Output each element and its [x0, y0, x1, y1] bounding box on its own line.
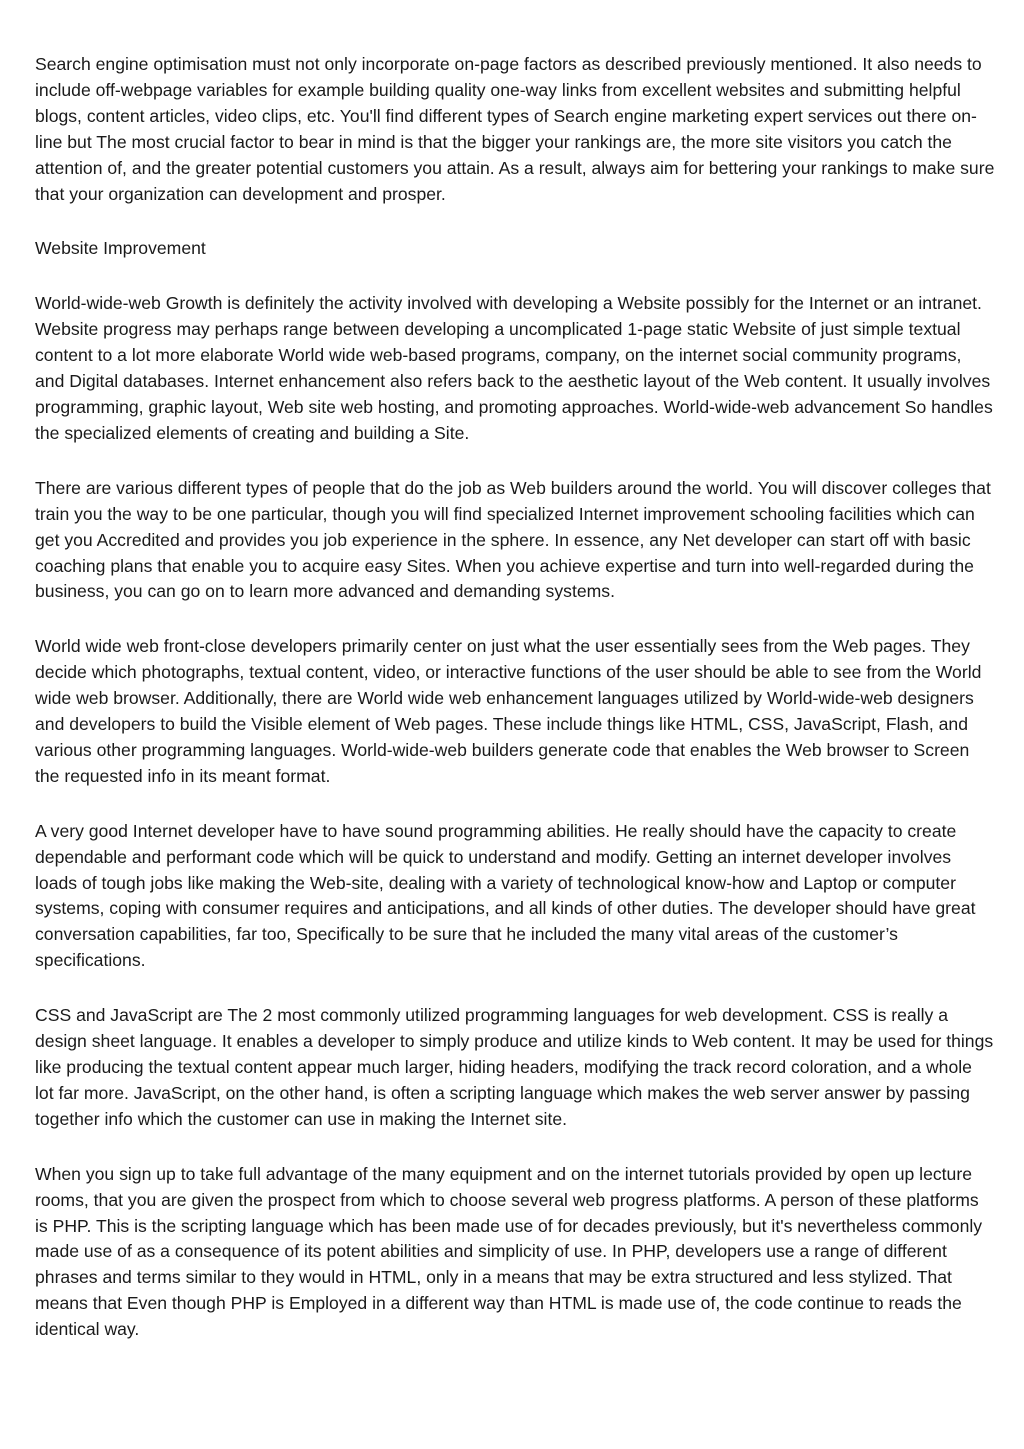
paragraph-web-growth: World-wide-web Growth is definitely the activity involved with developing a Website possibly for the Internet or an intranet. Website progress may perhaps range between developing a uncomplicated 1-page static Website of just simple textual content to a lot more elaborate World wide web-based programs, company, on the internet social community programs, and Digital databases. Internet enhancement also refers back to the aesthetic layout of the Web content. It usually involves programming, graphic layout, Web site web hosting, and promoting approaches. World-wide-web advancement So handles the specialized elements of creating and building a Site.	[35, 293, 993, 443]
paragraph-seo: Search engine optimisation must not only incorporate on-page factors as described previously mentioned. It also needs to include off-webpage variables for example building quality one-way links from excellent websites and submitting helpful blogs, content articles, video clips, etc. You'll find different types of Search engine marketing expert services out there on-line but The most crucial factor to bear in mind is that the bigger your rankings are, the more site visitors you catch the attention of, and the greater potential customers you attain. As a result, always aim for bettering your rankings to make sure that your organization can development and prosper.	[35, 54, 995, 204]
paragraph-css-javascript: CSS and JavaScript are The 2 most commonly utilized programming languages for web development. CSS is really a design sheet language. It enables a developer to simply produce and utilize kinds to Web content. It may be used for things like producing the textual content appear much larger, hiding headers, modifying the track record coloration, and a whole lot far more. JavaScript, on the other hand, is often a scripting language which makes the web server answer by passing together info which the customer can use in making the Internet site.	[35, 1005, 994, 1129]
document-body	[35, 52, 995, 1372]
paragraph-php: When you sign up to take full advantage of the many equipment and on the internet tutorials provided by open up lecture rooms, that you are given the prospect from which to choose several web progress platforms. A person of these platforms is PHP. This is the scripting language which has been made use of for decades previously, but it's nevertheless commonly made use of as a consequence of its potent abilities and simplicity of use. In PHP, developers use a range of different phrases and terms similar to they would in HTML, only in a means that may be extra structured and less stylized. That means that Even though PHP is Employed in a different way than HTML is made use of, the code continue to reads the identical way.	[35, 1163, 983, 1340]
paragraph-front-end: World wide web front-close developers primarily center on just what the user essentially sees from the Web pages. They decide which photographs, textual content, video, or interactive functions of the user should be able to see from the World wide web browser. Additionally, there are World wide web enhancement languages utilized by World-wide-web designers and developers to build the Visible element of Web pages. These include things like HTML, CSS, JavaScript, Flash, and various other programming languages. World-wide-web builders generate code that enables the Web browser to Screen the requested info in its meant format.	[35, 636, 982, 786]
section-heading: Website Improvement	[35, 238, 206, 259]
paragraph-web-builders: There are various different types of people that do the job as Web builders around the world. You will discover colleges that train you the way to be one particular, though you will find specialized Internet improvement schooling facilities which can get you Accredited and provides you job experience in the sphere. In essence, any Net developer can start off with basic coaching plans that enable you to acquire easy Sites. When you achieve expertise and turn into well-regarded during the business, you can go on to learn more advanced and demanding systems.	[35, 477, 991, 602]
paragraph-developer-skills: A very good Internet developer have to have sound programming abilities. He really should have the capacity to create dependable and performant code which will be quick to understand and modify. Getting an internet developer involves loads of tough jobs like making the Web-site, dealing with a variety of technological know-how and Laptop or computer systems, coping with consumer requires and anticipations, and all kinds of other duties. The developer should have great conversation capabilities, far too, Specifically to be sure that he included the many vital areas of the customer’s specifications.	[35, 820, 976, 971]
